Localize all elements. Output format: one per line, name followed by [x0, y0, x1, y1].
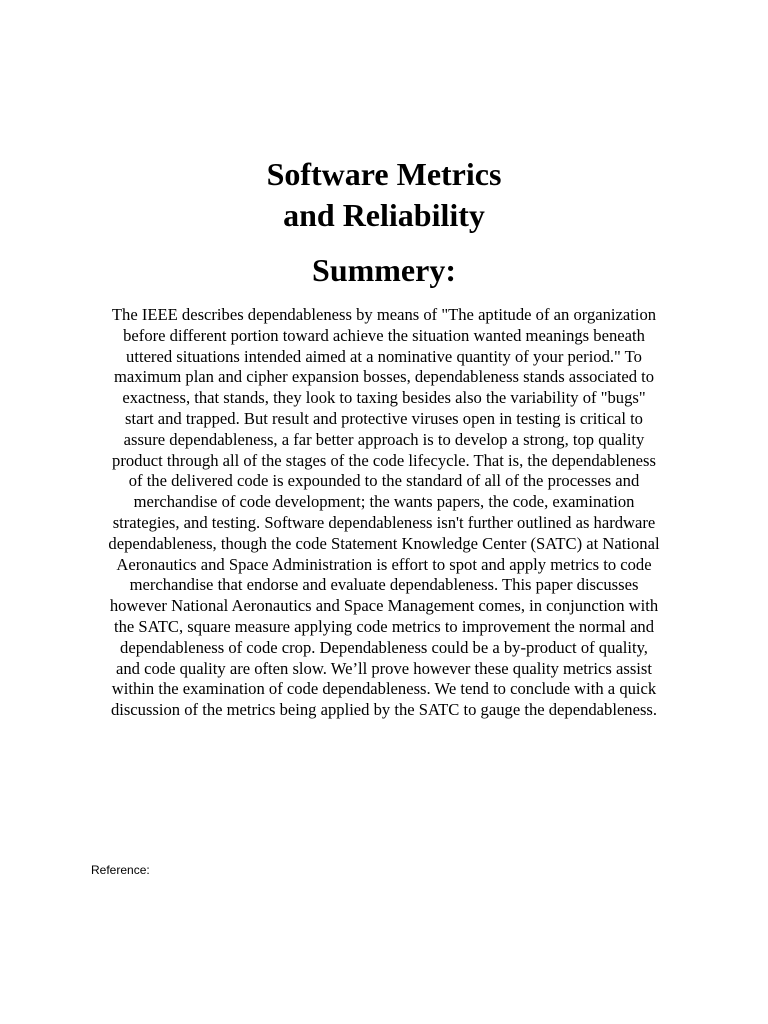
paragraph-line: within the examination of code dependableness. We tend to conclude with a quick — [111, 679, 657, 699]
paragraph-line: product through all of the stages of the code lifecycle. That is, the dependableness — [112, 450, 656, 470]
paragraph-line: and code quality are often slow. We’ll prove however these quality metrics assist — [116, 658, 652, 678]
paragraph-line: uttered situations intended aimed at a nominative quantity of your period." To — [126, 346, 642, 366]
summary-paragraph — [80, 305, 688, 721]
paragraph-line: however National Aeronautics and Space Management comes, in conjunction with — [109, 596, 659, 616]
paragraph-line: discussion of the metrics being applied by the SATC to gauge the dependableness. — [110, 700, 658, 720]
paragraph-line: Aeronautics and Space Administration is effort to spot and apply metrics to code — [116, 554, 652, 574]
title-line-1: Software Metrics — [266, 156, 502, 192]
paragraph-line: merchandise of code development; the wants papers, the code, examination — [133, 492, 635, 512]
summary-heading: Summery: — [312, 252, 456, 288]
paragraph-line: dependableness of code crop. Dependableness could be a by-product of quality, — [120, 637, 648, 657]
document-title — [0, 154, 768, 236]
reference-label: Reference: — [91, 863, 150, 877]
paragraph-line: assure dependableness, a far better approach is to develop a strong, top quality — [123, 429, 645, 449]
paragraph-line: start and trapped. But result and protective viruses open in testing is critical to — [125, 408, 643, 428]
paragraph-line: merchandise that endorse and evaluate dependableness. This paper discusses — [129, 575, 639, 595]
paragraph-line: the SATC, square measure applying code metrics to improvement the normal and — [113, 616, 655, 636]
paragraph-line: dependableness, though the code Statement Knowledge Center (SATC) at National — [108, 533, 660, 553]
paragraph-line: strategies, and testing. Software dependableness isn't further outlined as hardware — [112, 512, 656, 532]
paragraph-line: before different portion toward achieve the situation wanted meanings beneath — [123, 325, 645, 345]
paragraph-line: maximum plan and cipher expansion bosses, dependableness stands associated to — [113, 367, 655, 387]
title-line-2: and Reliability — [283, 197, 485, 233]
paragraph-line: The IEEE describes dependableness by means of "The aptitude of an organization — [111, 305, 657, 324]
paragraph-line: of the delivered code is expounded to the standard of all of the processes and — [128, 471, 640, 491]
paragraph-line: exactness, that stands, they look to taxing besides also the variability of "bugs" — [122, 388, 646, 408]
